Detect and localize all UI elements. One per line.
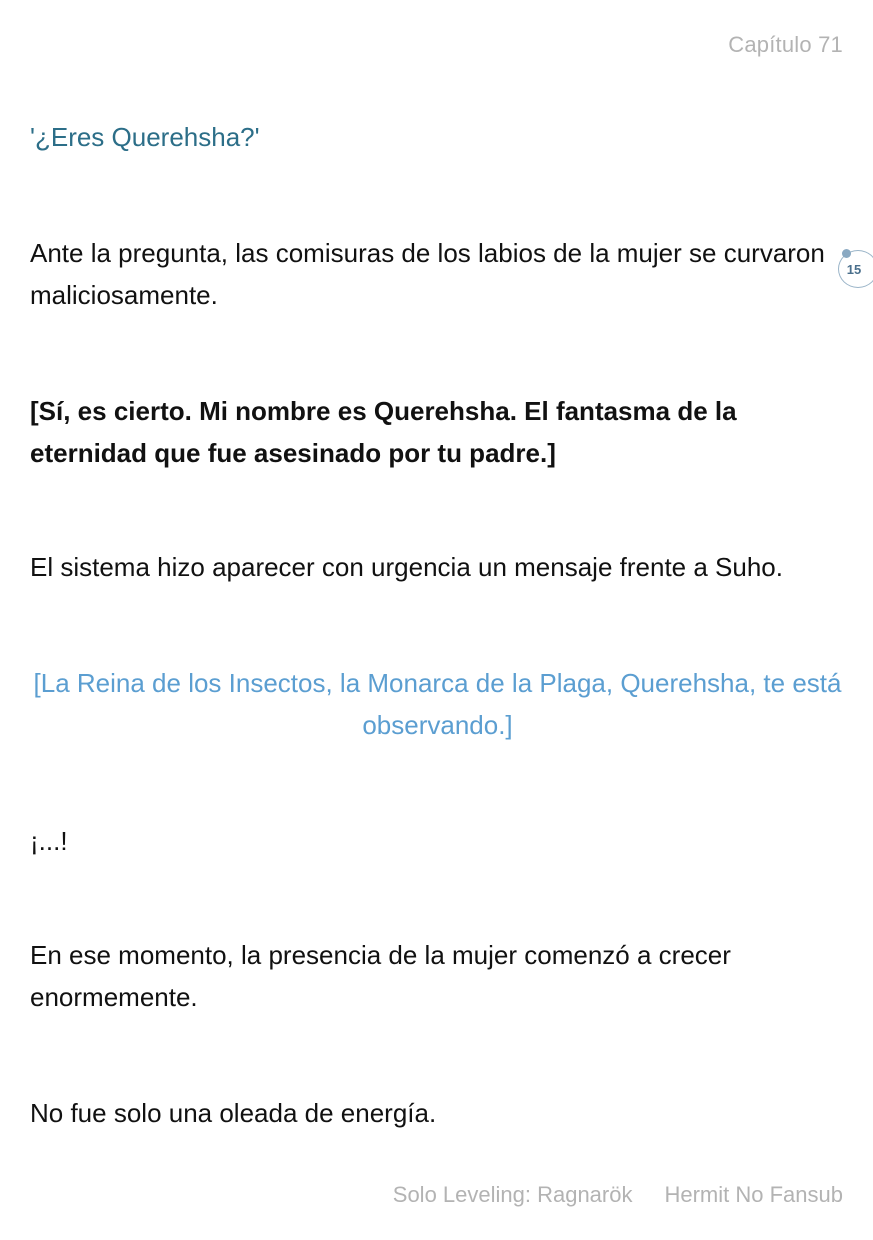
- badge-dot-icon: [842, 249, 851, 258]
- thought-line: '¿Eres Querehsha?': [30, 122, 260, 152]
- paragraph-4: ¡...!: [30, 826, 68, 856]
- footer-translator: Hermit No Fansub: [664, 1182, 843, 1207]
- footer: [393, 1182, 843, 1208]
- system-message: [La Reina de los Insectos, la Monarca de la Plaga, Querehsha, te está observando.]: [33, 668, 842, 740]
- chapter-header: Capítulo 71: [728, 32, 843, 57]
- paragraph-3: El sistema hizo aparecer con urgencia un mensaje frente a Suho.: [30, 552, 783, 582]
- paragraph-5: En ese momento, la presencia de la mujer comenzó a crecer enormemente.: [30, 940, 731, 1012]
- footer-book-title: Solo Leveling: Ragnarök: [392, 1182, 633, 1207]
- paragraph-1: Ante la pregunta, las comisuras de los labios de la mujer se curvaron maliciosamente.: [30, 238, 825, 310]
- paragraph-6: No fue solo una oleada de energía.: [30, 1098, 437, 1128]
- dialogue-paragraph: [Sí, es cierto. Mi nombre es Querehsha. El fantasma de la eternidad que fue asesinado por tu padre.]: [30, 396, 737, 468]
- page-number: 15: [846, 261, 862, 277]
